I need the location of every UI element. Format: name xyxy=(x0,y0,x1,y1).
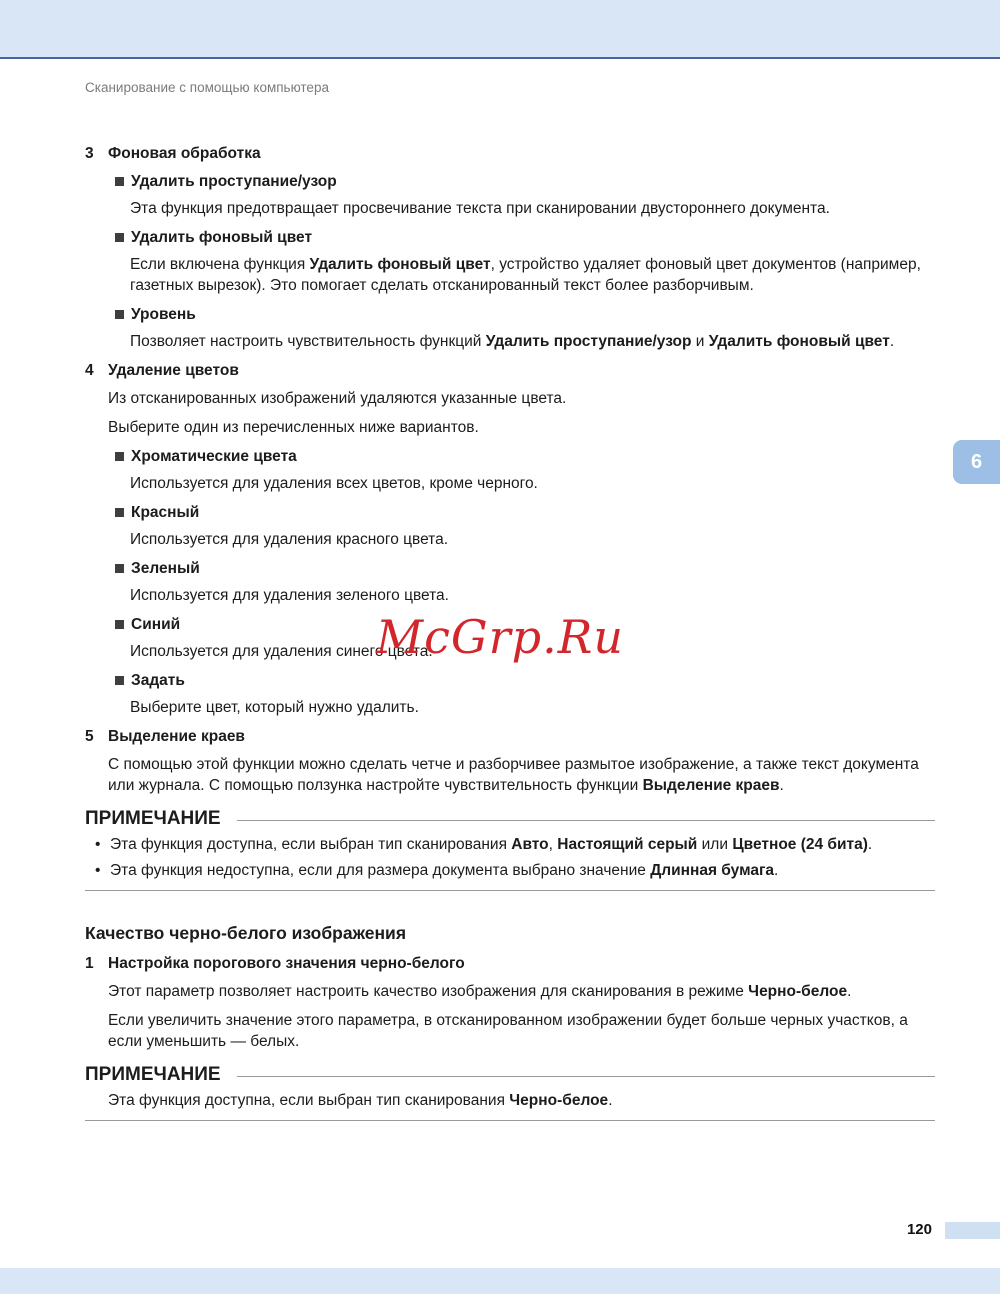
text-segment: , xyxy=(548,836,558,853)
text-segment: . xyxy=(847,983,852,1000)
bold-text-segment: Удалить фоновый цвет xyxy=(708,333,890,350)
square-bullet-heading xyxy=(115,502,935,523)
bold-text-segment: Длинная бумага xyxy=(650,862,775,879)
text-segment: Выберите цвет, который нужно удалить. xyxy=(130,699,419,716)
paragraph xyxy=(108,417,935,438)
note-header xyxy=(85,808,935,829)
note-rule xyxy=(237,820,935,821)
bullet-title: Удалить проступание/узор xyxy=(131,173,337,190)
bold-text-segment: Удалить фоновый цвет xyxy=(309,256,491,273)
bullet-title: Удалить фоновый цвет xyxy=(131,229,313,246)
item-title: Удаление цветов xyxy=(108,362,239,379)
note-bullet-item xyxy=(95,834,935,855)
text-segment: . xyxy=(779,777,784,794)
text-segment: Позволяет настроить чувствительность функций xyxy=(130,333,486,350)
chapter-tab: 6 xyxy=(953,440,1000,484)
text-segment: Используется для удаления зеленого цвета. xyxy=(130,587,449,604)
square-bullet-icon xyxy=(115,233,124,242)
text-segment: Если увеличить значение этого параметра, в отсканированном изображении будет больше черных участков, а если уменьшить — белых. xyxy=(108,1012,908,1050)
note-block xyxy=(85,1064,935,1121)
square-bullet-icon xyxy=(115,564,124,573)
content-blocks xyxy=(85,140,935,1125)
text-segment: Эта функция доступна, если выбран тип сканирования xyxy=(108,1092,510,1109)
square-bullet-icon xyxy=(115,177,124,186)
text-segment: Эта функция предотвращает просвечивание текста при сканировании двустороннего документа. xyxy=(130,200,830,217)
bold-text-segment: Удалить проступание/узор xyxy=(485,333,692,350)
text-segment: Этот параметр позволяет настроить качество изображения для сканирования в режиме xyxy=(108,983,749,1000)
bullet-title: Зеленый xyxy=(131,560,200,577)
paragraph xyxy=(130,697,935,718)
note-divider xyxy=(85,1120,935,1121)
paragraph xyxy=(130,473,935,494)
section-heading: Качество черно-белого изображения xyxy=(85,923,407,943)
text-segment: Используется для удаления красного цвета. xyxy=(130,531,449,548)
page-number: 120 xyxy=(906,1221,932,1238)
text-segment: и xyxy=(691,333,709,350)
square-bullet-heading xyxy=(115,614,935,635)
square-bullet-heading xyxy=(115,558,935,579)
note-title: ПРИМЕЧАНИЕ xyxy=(85,1064,221,1085)
paragraph xyxy=(130,585,935,606)
text-segment: С помощью этой функции можно сделать четче и разборчивее размытое изображение, а также текст документа или журнала. С помощью ползунка настройте чувствительность функции xyxy=(108,756,919,794)
note-block xyxy=(85,808,935,891)
text-segment: Используется для удаления всех цветов, кроме черного. xyxy=(130,475,538,492)
note-divider xyxy=(85,890,935,891)
item-title: Фоновая обработка xyxy=(108,145,261,162)
square-bullet-heading xyxy=(115,446,935,467)
square-bullet-icon xyxy=(115,310,124,319)
bold-text-segment: Черно-белое xyxy=(748,983,848,1000)
text-segment: или xyxy=(697,836,733,853)
paragraph xyxy=(130,529,935,550)
note-text xyxy=(110,834,935,855)
bullet-title: Уровень xyxy=(131,306,196,323)
text-segment: . xyxy=(774,862,779,879)
item-title: Настройка порогового значения черно-белого xyxy=(108,955,465,972)
paragraph xyxy=(130,641,935,662)
footer-accent-bar xyxy=(945,1222,1000,1239)
item-number: 1 xyxy=(85,955,94,972)
text-segment: , устройство удаляет фоновый цвет документов (например, газетных вырезок). Это помогает сделать отсканированный текст более разборчивым. xyxy=(130,256,921,294)
square-bullet-heading xyxy=(115,227,935,248)
note-text xyxy=(110,860,935,881)
square-bullet-icon xyxy=(115,620,124,629)
text-segment: Эта функция доступна, если выбран тип сканирования xyxy=(110,836,512,853)
square-bullet-icon xyxy=(115,508,124,517)
text-segment: . xyxy=(608,1092,613,1109)
paragraph xyxy=(108,388,935,409)
note-rule xyxy=(237,1076,935,1077)
bullet-title: Синий xyxy=(131,616,181,633)
bold-text-segment: Цветное (24 бита) xyxy=(732,836,868,853)
paragraph xyxy=(108,981,935,1002)
note-title: ПРИМЕЧАНИЕ xyxy=(85,808,221,829)
bullet-title: Задать xyxy=(131,672,185,689)
paragraph xyxy=(108,754,935,796)
paragraph xyxy=(108,1010,935,1052)
text-segment: . xyxy=(889,333,895,350)
text-segment: . xyxy=(867,836,873,853)
bold-text-segment: Выделение краев xyxy=(642,777,780,794)
text-segment: Из отсканированных изображений удаляются указанные цвета. xyxy=(108,390,567,407)
page-bottom-bar xyxy=(0,1268,1000,1294)
bold-text-segment: Авто xyxy=(511,836,549,853)
bold-text-segment: Черно-белое xyxy=(509,1092,609,1109)
paragraph xyxy=(130,254,935,296)
numbered-heading xyxy=(85,143,935,164)
item-number: 4 xyxy=(85,362,94,379)
watermark: McGrp.Ru xyxy=(376,610,624,664)
breadcrumb: Сканирование с помощью компьютера xyxy=(85,80,329,95)
note-paragraph xyxy=(108,1090,935,1111)
numbered-heading xyxy=(85,953,935,974)
bullet-dot-icon: • xyxy=(95,862,101,879)
square-bullet-icon xyxy=(115,676,124,685)
numbered-heading xyxy=(85,726,935,747)
square-bullet-heading xyxy=(115,171,935,192)
numbered-heading xyxy=(85,360,935,381)
bullet-title: Красный xyxy=(131,504,200,521)
paragraph xyxy=(130,198,935,219)
square-bullet-icon xyxy=(115,452,124,461)
item-title: Выделение краев xyxy=(108,728,245,745)
item-number: 5 xyxy=(85,728,94,745)
note-header xyxy=(85,1064,935,1085)
text-segment: Используется для удаления синего цвета. xyxy=(130,643,433,660)
item-number: 3 xyxy=(85,145,94,162)
page-top-bar xyxy=(0,0,1000,59)
bold-text-segment: Настоящий серый xyxy=(557,836,698,853)
square-bullet-heading xyxy=(115,304,935,325)
bullet-title: Хроматические цвета xyxy=(131,448,297,465)
text-segment: Выберите один из перечисленных ниже вариантов. xyxy=(108,419,479,436)
paragraph xyxy=(130,331,935,352)
text-segment: Если включена функция xyxy=(130,256,310,273)
bullet-dot-icon: • xyxy=(95,836,101,853)
square-bullet-heading xyxy=(115,670,935,691)
text-segment: Эта функция недоступна, если для размера документа выбрано значение xyxy=(110,862,651,879)
note-bullet-item xyxy=(95,860,935,881)
